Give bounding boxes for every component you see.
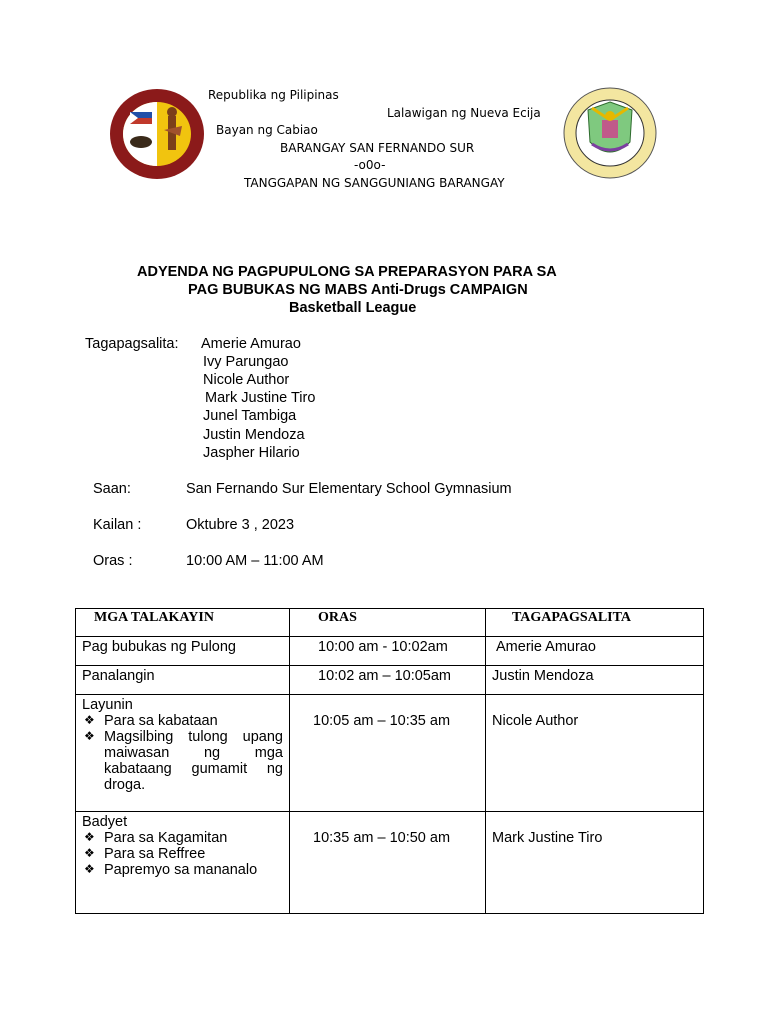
speaker-name: Mark Justine Tiro [205,390,316,406]
where-label: Saan: [93,481,131,497]
speaker-cell: Mark Justine Tiro [486,812,704,914]
table-row [76,637,704,666]
barangay-seal-logo [108,86,206,182]
speaker-name: Ivy Parungao [203,354,289,370]
speaker-cell: Justin Mendoza [486,666,704,695]
column-header-topics: MGA TALAKAYIN [76,609,290,637]
header-republic: Republika ng Pilipinas [208,88,339,102]
topic-heading: Layunin [82,697,133,713]
header-divider: -o0o- [354,158,386,172]
header-office: TANGGAPAN NG SANGGUNIANG BARANGAY [244,176,505,190]
bullet-item: ❖ Para sa Reffree [82,846,283,862]
topic-heading: Badyet [82,814,128,830]
table-row [76,812,704,914]
time-label: Oras : [93,553,133,569]
header-municipality: Bayan ng Cabiao [216,123,318,137]
agenda-title-line3: Basketball League [289,300,417,316]
topic-cell: Pag bubukas ng Pulong [76,637,290,666]
topic-cell [76,695,290,812]
header-barangay: BARANGAY SAN FERNANDO SUR [280,141,475,155]
time-cell: 10:35 am – 10:50 am [290,812,486,914]
when-label: Kailan : [93,517,142,533]
topic-bullet-list [82,713,283,793]
speaker-name: Justin Mendoza [203,427,305,443]
speaker-cell: Amerie Amurao [486,637,704,666]
when-value: Oktubre 3 , 2023 [186,517,295,533]
where-value: San Fernando Sur Elementary School Gymnasium [186,481,512,497]
topic-cell: Panalangin [76,666,290,695]
time-cell: 10:05 am – 10:35 am [290,695,486,812]
speaker-name: Nicole Author [203,372,290,388]
time-value: 10:00 AM – 11:00 AM [186,553,324,569]
bullet-item: ❖ Para sa kabataan [82,713,283,729]
speakers-label: Tagapagsalita: [85,336,179,352]
speaker-name: Amerie Amurao [201,336,301,352]
column-header-time: ORAS [290,609,486,637]
time-cell: 10:02 am – 10:05am [290,666,486,695]
speaker-name: Jaspher Hilario [203,445,300,461]
topic-cell [76,812,290,914]
municipal-seal-logo [562,86,658,180]
column-header-speaker: TAGAPAGSALITA [486,609,704,637]
agenda-title-line1: ADYENDA NG PAGPUPULONG SA PREPARASYON PARA SA [137,264,557,280]
topic-bullet-list [82,830,283,878]
bullet-item: ❖ Para sa Kagamitan [82,830,283,846]
bullet-item: ❖ Magsilbing tulong upang maiwasan ng mga kabataang gumamit ng droga. [82,729,283,793]
table-header-row [76,609,704,637]
table-row [76,695,704,812]
speaker-cell: Nicole Author [486,695,704,812]
header-province: Lalawigan ng Nueva Ecija [387,106,541,120]
speaker-name: Junel Tambiga [203,408,297,424]
bullet-item: ❖ Papremyo sa mananalo [82,862,283,878]
agenda-table [75,608,704,914]
table-row [76,666,704,695]
agenda-title-line2: PAG BUBUKAS NG MABS Anti-Drugs CAMPAIGN [188,282,528,298]
time-cell: 10:00 am - 10:02am [290,637,486,666]
